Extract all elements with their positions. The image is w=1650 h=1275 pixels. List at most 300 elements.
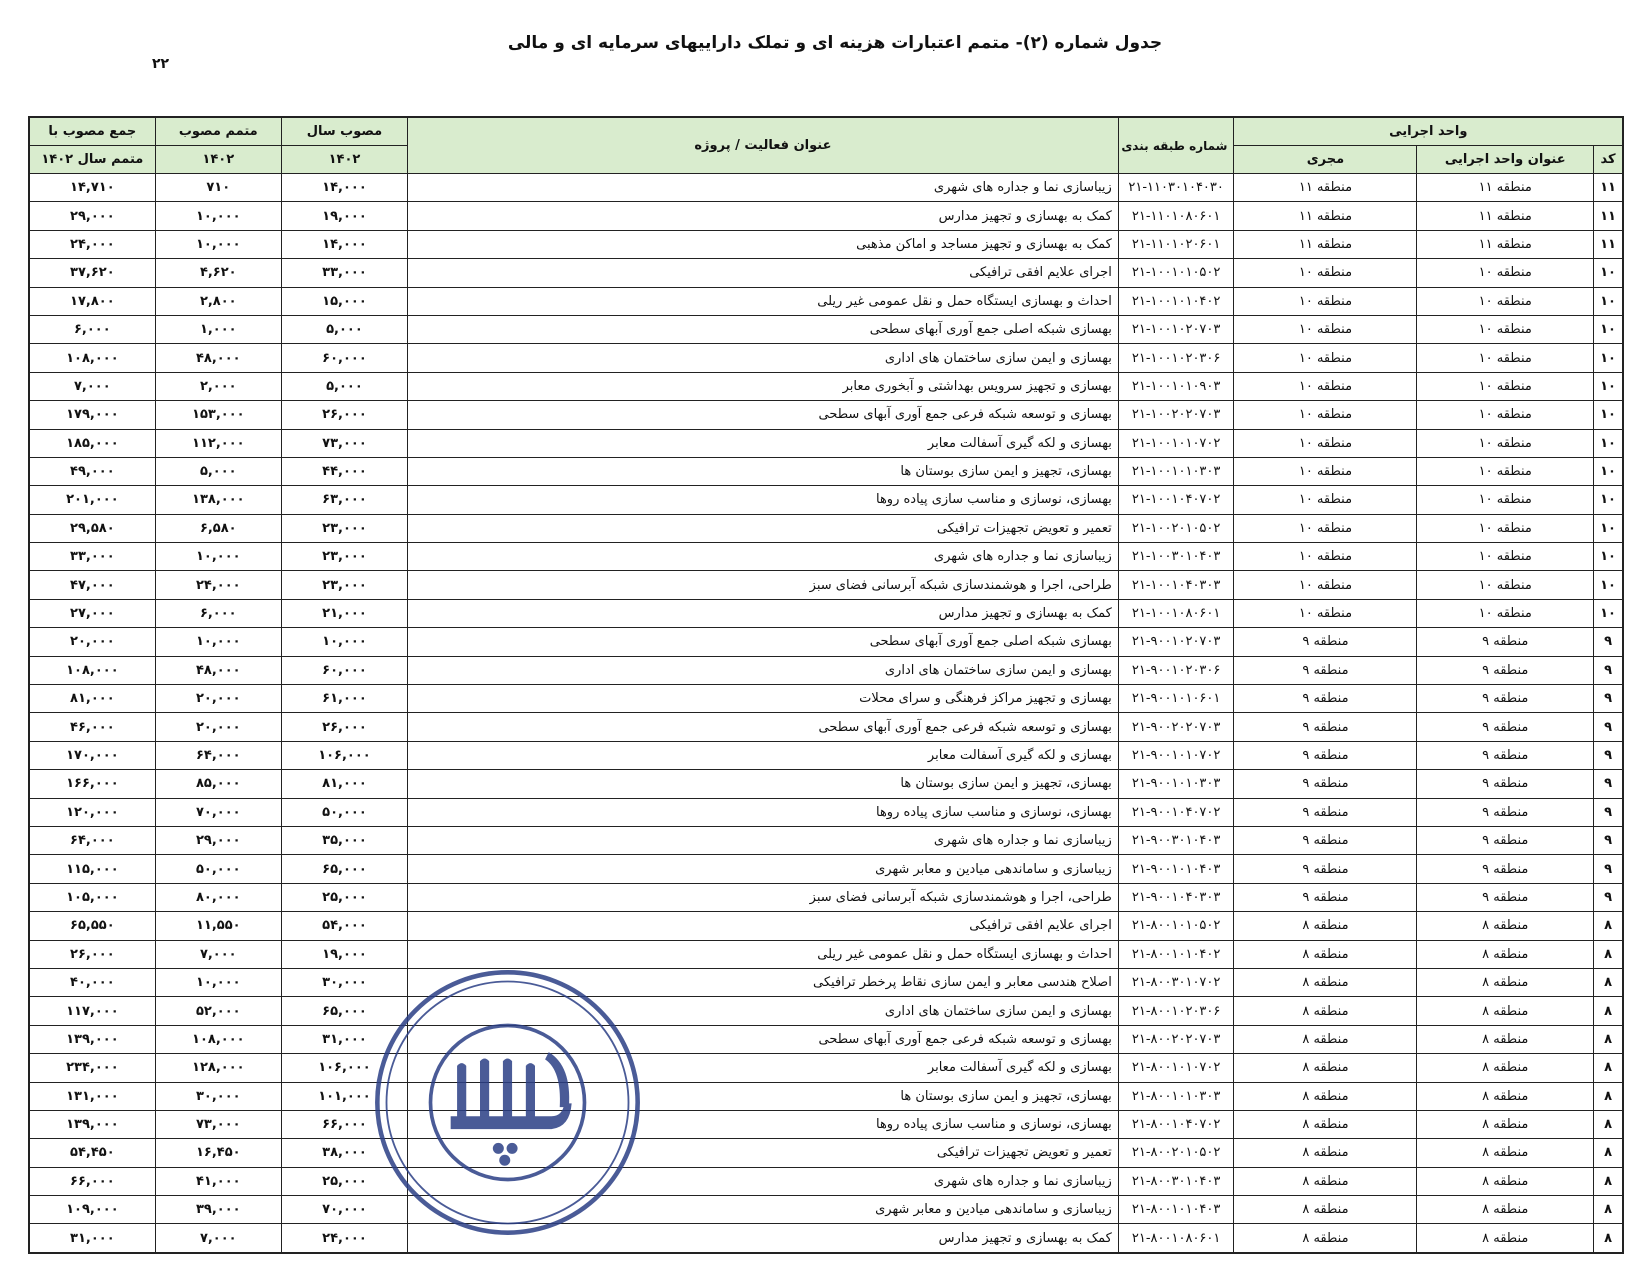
row-total-amount: ۱۳۱,۰۰۰ [29, 1082, 155, 1110]
header-total: جمع مصوب با [29, 117, 155, 146]
row-classification: ۲۱-۸۰۰۱۰۱۰۳۰۳ [1118, 1082, 1234, 1110]
row-project-title: بهسازی شبکه اصلی جمع آوری آبهای سطحی [408, 315, 1119, 343]
row-approved-amount: ۶۱,۰۰۰ [281, 685, 407, 713]
row-classification: ۲۱-۸۰۰۱۰۴۰۷۰۲ [1118, 1110, 1234, 1138]
row-total-amount: ۴۹,۰۰۰ [29, 457, 155, 485]
row-approved-amount: ۱۰,۰۰۰ [281, 628, 407, 656]
row-project-title: بهسازی و لکه گیری آسفالت معابر [408, 741, 1119, 769]
row-supplement-amount: ۲۴,۰۰۰ [155, 571, 281, 599]
row-project-title: طراحی، اجرا و هوشمندسازی شبکه آبرسانی فضای سبز [408, 883, 1119, 911]
row-classification: ۲۱-۸۰۰۲۰۱۰۵۰۲ [1118, 1139, 1234, 1167]
row-total-amount: ۶۴,۰۰۰ [29, 826, 155, 854]
table-row [29, 174, 1623, 202]
row-approved-amount: ۲۶,۰۰۰ [281, 713, 407, 741]
row-executor: منطقه ۱۰ [1234, 514, 1417, 542]
header-executor: مجری [1234, 146, 1417, 174]
row-executor: منطقه ۱۰ [1234, 401, 1417, 429]
table-row [29, 287, 1623, 315]
row-supplement-amount: ۳۹,۰۰۰ [155, 1196, 281, 1224]
row-supplement-amount: ۴۸,۰۰۰ [155, 656, 281, 684]
table-row [29, 940, 1623, 968]
row-total-amount: ۱۷,۸۰۰ [29, 287, 155, 315]
row-code: ۱۱ [1594, 230, 1623, 258]
row-project-title: بهسازی، نوسازی و مناسب سازی پیاده روها [408, 798, 1119, 826]
table-row [29, 344, 1623, 372]
row-classification: ۲۱-۱۰۰۱۰۴۰۳۰۳ [1118, 571, 1234, 599]
row-classification: ۲۱-۸۰۰۱۰۲۰۳۰۶ [1118, 997, 1234, 1025]
row-code: ۸ [1594, 1054, 1623, 1082]
row-project-title: بهسازی و توسعه شبکه فرعی جمع آوری آبهای سطحی [408, 401, 1119, 429]
row-project-title: کمک به بهسازی و تجهیز مساجد و اماکن مذهبی [408, 230, 1119, 258]
row-approved-amount: ۲۴,۰۰۰ [281, 1224, 407, 1253]
header-approved-year-sub: ۱۴۰۲ [281, 146, 407, 174]
row-executor: منطقه ۸ [1234, 1025, 1417, 1053]
row-project-title: بهسازی، نوسازی و مناسب سازی پیاده روها [408, 486, 1119, 514]
table-row [29, 401, 1623, 429]
row-supplement-amount: ۲,۰۰۰ [155, 372, 281, 400]
row-supplement-amount: ۱۰,۰۰۰ [155, 628, 281, 656]
table-row [29, 1167, 1623, 1195]
row-executor: منطقه ۱۱ [1234, 174, 1417, 202]
row-approved-amount: ۳۳,۰۰۰ [281, 259, 407, 287]
row-code: ۹ [1594, 713, 1623, 741]
row-approved-amount: ۳۰,۰۰۰ [281, 968, 407, 996]
table-row [29, 1110, 1623, 1138]
row-supplement-amount: ۸۵,۰۰۰ [155, 770, 281, 798]
row-project-title: کمک به بهسازی و تجهیز مدارس [408, 599, 1119, 627]
row-unit-title: منطقه ۸ [1417, 1196, 1594, 1224]
row-supplement-amount: ۴۱,۰۰۰ [155, 1167, 281, 1195]
row-supplement-amount: ۱۰,۰۰۰ [155, 543, 281, 571]
row-total-amount: ۳۷,۶۲۰ [29, 259, 155, 287]
row-project-title: تعمیر و تعویض تجهیزات ترافیکی [408, 514, 1119, 542]
row-code: ۸ [1594, 1139, 1623, 1167]
row-total-amount: ۲۹,۰۰۰ [29, 202, 155, 230]
row-executor: منطقه ۹ [1234, 798, 1417, 826]
row-project-title: بهسازی، تجهیز و ایمن سازی بوستان ها [408, 457, 1119, 485]
row-unit-title: منطقه ۱۰ [1417, 457, 1594, 485]
row-supplement-amount: ۶,۰۰۰ [155, 599, 281, 627]
row-total-amount: ۷,۰۰۰ [29, 372, 155, 400]
row-unit-title: منطقه ۱۰ [1417, 543, 1594, 571]
row-total-amount: ۱۳۹,۰۰۰ [29, 1025, 155, 1053]
row-unit-title: منطقه ۹ [1417, 656, 1594, 684]
row-supplement-amount: ۲۹,۰۰۰ [155, 826, 281, 854]
table-row [29, 968, 1623, 996]
row-code: ۱۰ [1594, 259, 1623, 287]
row-total-amount: ۳۱,۰۰۰ [29, 1224, 155, 1253]
row-approved-amount: ۱۴,۰۰۰ [281, 230, 407, 258]
table-row [29, 571, 1623, 599]
table-row [29, 457, 1623, 485]
row-approved-amount: ۱۴,۰۰۰ [281, 174, 407, 202]
row-executor: منطقه ۹ [1234, 826, 1417, 854]
row-total-amount: ۳۳,۰۰۰ [29, 543, 155, 571]
row-code: ۸ [1594, 1167, 1623, 1195]
row-unit-title: منطقه ۹ [1417, 770, 1594, 798]
table-row [29, 1196, 1623, 1224]
row-unit-title: منطقه ۹ [1417, 741, 1594, 769]
row-total-amount: ۱۰۵,۰۰۰ [29, 883, 155, 911]
row-code: ۱۰ [1594, 401, 1623, 429]
row-project-title: بهسازی و لکه گیری آسفالت معابر [408, 429, 1119, 457]
row-project-title: بهسازی و توسعه شبکه فرعی جمع آوری آبهای سطحی [408, 1025, 1119, 1053]
table-row [29, 486, 1623, 514]
row-code: ۸ [1594, 1110, 1623, 1138]
row-approved-amount: ۲۳,۰۰۰ [281, 514, 407, 542]
row-approved-amount: ۲۱,۰۰۰ [281, 599, 407, 627]
row-project-title: بهسازی و ایمن سازی ساختمان های اداری [408, 997, 1119, 1025]
row-classification: ۲۱-۱۱۰۱۰۸۰۶۰۱ [1118, 202, 1234, 230]
row-classification: ۲۱-۱۰۰۱۰۱۰۳۰۳ [1118, 457, 1234, 485]
row-total-amount: ۱۳۹,۰۰۰ [29, 1110, 155, 1138]
row-approved-amount: ۸۱,۰۰۰ [281, 770, 407, 798]
row-classification: ۲۱-۹۰۰۱۰۴۰۷۰۲ [1118, 798, 1234, 826]
row-code: ۹ [1594, 883, 1623, 911]
row-project-title: طراحی، اجرا و هوشمندسازی شبکه آبرسانی فضای سبز [408, 571, 1119, 599]
row-total-amount: ۶۶,۰۰۰ [29, 1167, 155, 1195]
row-supplement-amount: ۱۰,۰۰۰ [155, 230, 281, 258]
row-supplement-amount: ۵,۰۰۰ [155, 457, 281, 485]
row-classification: ۲۱-۸۰۰۱۰۱۰۵۰۲ [1118, 912, 1234, 940]
row-classification: ۲۱-۱۰۰۱۰۲۰۷۰۳ [1118, 315, 1234, 343]
row-unit-title: منطقه ۱۰ [1417, 571, 1594, 599]
row-unit-title: منطقه ۹ [1417, 628, 1594, 656]
row-executor: منطقه ۹ [1234, 713, 1417, 741]
row-approved-amount: ۱۰۶,۰۰۰ [281, 741, 407, 769]
row-code: ۱۰ [1594, 344, 1623, 372]
row-approved-amount: ۱۵,۰۰۰ [281, 287, 407, 315]
row-supplement-amount: ۷۱۰ [155, 174, 281, 202]
row-classification: ۲۱-۹۰۰۱۰۱۰۶۰۱ [1118, 685, 1234, 713]
table-row [29, 230, 1623, 258]
row-total-amount: ۱۱۵,۰۰۰ [29, 855, 155, 883]
table-row [29, 656, 1623, 684]
row-project-title: اصلاح هندسی معابر و ایمن سازی نقاط پرخطر ترافیکی [408, 968, 1119, 996]
row-approved-amount: ۲۵,۰۰۰ [281, 883, 407, 911]
row-supplement-amount: ۶۴,۰۰۰ [155, 741, 281, 769]
row-unit-title: منطقه ۹ [1417, 685, 1594, 713]
row-project-title: کمک به بهسازی و تجهیز مدارس [408, 202, 1119, 230]
row-total-amount: ۱۰۹,۰۰۰ [29, 1196, 155, 1224]
row-supplement-amount: ۷۰,۰۰۰ [155, 798, 281, 826]
row-project-title: بهسازی شبکه اصلی جمع آوری آبهای سطحی [408, 628, 1119, 656]
row-approved-amount: ۲۳,۰۰۰ [281, 543, 407, 571]
row-classification: ۲۱-۱۱۰۳۰۱۰۴۰۳۰ [1118, 174, 1234, 202]
table-row [29, 798, 1623, 826]
row-executor: منطقه ۹ [1234, 628, 1417, 656]
row-project-title: زیباسازی و ساماندهی میادین و معابر شهری [408, 1196, 1119, 1224]
row-approved-amount: ۳۸,۰۰۰ [281, 1139, 407, 1167]
row-supplement-amount: ۴,۶۲۰ [155, 259, 281, 287]
row-classification: ۲۱-۸۰۰۱۰۱۰۷۰۲ [1118, 1054, 1234, 1082]
row-project-title: بهسازی و لکه گیری آسفالت معابر [408, 1054, 1119, 1082]
row-total-amount: ۱۰۸,۰۰۰ [29, 344, 155, 372]
row-approved-amount: ۲۳,۰۰۰ [281, 571, 407, 599]
row-project-title: احداث و بهسازی ایستگاه حمل و نقل عمومی غیر ریلی [408, 940, 1119, 968]
row-code: ۹ [1594, 685, 1623, 713]
row-unit-title: منطقه ۱۱ [1417, 202, 1594, 230]
row-code: ۱۰ [1594, 372, 1623, 400]
header-approved-year: مصوب سال [281, 117, 407, 146]
row-project-title: بهسازی، تجهیز و ایمن سازی بوستان ها [408, 770, 1119, 798]
row-total-amount: ۸۱,۰۰۰ [29, 685, 155, 713]
row-classification: ۲۱-۹۰۰۳۰۱۰۴۰۳ [1118, 826, 1234, 854]
row-code: ۹ [1594, 741, 1623, 769]
row-total-amount: ۲۷,۰۰۰ [29, 599, 155, 627]
row-unit-title: منطقه ۱۰ [1417, 344, 1594, 372]
row-unit-title: منطقه ۱۰ [1417, 287, 1594, 315]
row-approved-amount: ۲۶,۰۰۰ [281, 401, 407, 429]
table-row [29, 1082, 1623, 1110]
row-unit-title: منطقه ۱۱ [1417, 230, 1594, 258]
row-project-title: بهسازی و تجهیز مراکز فرهنگی و سرای محلات [408, 685, 1119, 713]
row-code: ۱۰ [1594, 599, 1623, 627]
row-executor: منطقه ۱۰ [1234, 287, 1417, 315]
row-classification: ۲۱-۱۰۰۱۰۱۰۹۰۳ [1118, 372, 1234, 400]
row-project-title: بهسازی و تجهیز سرویس بهداشتی و آبخوری معابر [408, 372, 1119, 400]
row-approved-amount: ۱۹,۰۰۰ [281, 940, 407, 968]
row-classification: ۲۱-۹۰۰۱۰۲۰۷۰۳ [1118, 628, 1234, 656]
row-project-title: بهسازی و ایمن سازی ساختمان های اداری [408, 656, 1119, 684]
row-total-amount: ۶,۰۰۰ [29, 315, 155, 343]
row-total-amount: ۱۶۶,۰۰۰ [29, 770, 155, 798]
row-classification: ۲۱-۹۰۰۲۰۲۰۷۰۳ [1118, 713, 1234, 741]
table-row [29, 315, 1623, 343]
row-project-title: بهسازی و ایمن سازی ساختمان های اداری [408, 344, 1119, 372]
table-row [29, 770, 1623, 798]
table-row [29, 855, 1623, 883]
row-supplement-amount: ۲۰,۰۰۰ [155, 685, 281, 713]
row-code: ۹ [1594, 656, 1623, 684]
table-row [29, 741, 1623, 769]
row-total-amount: ۱۰۸,۰۰۰ [29, 656, 155, 684]
row-unit-title: منطقه ۹ [1417, 826, 1594, 854]
row-unit-title: منطقه ۱۰ [1417, 259, 1594, 287]
table-row [29, 372, 1623, 400]
header-total-sub: متمم سال ۱۴۰۲ [29, 146, 155, 174]
row-unit-title: منطقه ۱۱ [1417, 174, 1594, 202]
table-header [29, 117, 1623, 174]
table-row [29, 1025, 1623, 1053]
header-code: کد [1594, 146, 1623, 174]
row-approved-amount: ۷۳,۰۰۰ [281, 429, 407, 457]
row-unit-title: منطقه ۸ [1417, 1139, 1594, 1167]
row-supplement-amount: ۱۳۸,۰۰۰ [155, 486, 281, 514]
row-approved-amount: ۶۰,۰۰۰ [281, 656, 407, 684]
row-executor: منطقه ۸ [1234, 940, 1417, 968]
row-classification: ۲۱-۱۰۰۱۰۱۰۵۰۲ [1118, 259, 1234, 287]
row-executor: منطقه ۹ [1234, 656, 1417, 684]
row-executor: منطقه ۱۱ [1234, 230, 1417, 258]
row-classification: ۲۱-۱۱۰۱۰۲۰۶۰۱ [1118, 230, 1234, 258]
row-supplement-amount: ۱,۰۰۰ [155, 315, 281, 343]
row-executor: منطقه ۹ [1234, 883, 1417, 911]
row-supplement-amount: ۲,۸۰۰ [155, 287, 281, 315]
row-classification: ۲۱-۹۰۰۱۰۱۰۳۰۳ [1118, 770, 1234, 798]
row-code: ۱۰ [1594, 315, 1623, 343]
row-executor: منطقه ۱۰ [1234, 457, 1417, 485]
row-classification: ۲۱-۸۰۰۱۰۸۰۶۰۱ [1118, 1224, 1234, 1253]
row-unit-title: منطقه ۸ [1417, 1224, 1594, 1253]
row-executor: منطقه ۸ [1234, 1110, 1417, 1138]
table-row [29, 202, 1623, 230]
row-approved-amount: ۴۴,۰۰۰ [281, 457, 407, 485]
header-project: عنوان فعالیت / پروژه [408, 117, 1119, 174]
row-executor: منطقه ۱۰ [1234, 543, 1417, 571]
page-number: ۲۲ [152, 56, 170, 72]
table-row [29, 1139, 1623, 1167]
row-supplement-amount: ۲۰,۰۰۰ [155, 713, 281, 741]
row-project-title: زیباسازی و ساماندهی میادین و معابر شهری [408, 855, 1119, 883]
row-approved-amount: ۳۵,۰۰۰ [281, 826, 407, 854]
row-project-title: زیباسازی نما و جداره های شهری [408, 826, 1119, 854]
row-classification: ۲۱-۹۰۰۱۰۲۰۳۰۶ [1118, 656, 1234, 684]
row-approved-amount: ۲۵,۰۰۰ [281, 1167, 407, 1195]
table-row [29, 997, 1623, 1025]
row-approved-amount: ۳۱,۰۰۰ [281, 1025, 407, 1053]
row-total-amount: ۵۴,۴۵۰ [29, 1139, 155, 1167]
row-classification: ۲۱-۹۰۰۱۰۱۰۷۰۲ [1118, 741, 1234, 769]
table-body [29, 174, 1623, 1253]
row-approved-amount: ۱۰۶,۰۰۰ [281, 1054, 407, 1082]
row-supplement-amount: ۵۲,۰۰۰ [155, 997, 281, 1025]
row-approved-amount: ۷۰,۰۰۰ [281, 1196, 407, 1224]
row-classification: ۲۱-۸۰۰۲۰۲۰۷۰۳ [1118, 1025, 1234, 1053]
row-classification: ۲۱-۱۰۰۲۰۱۰۵۰۲ [1118, 514, 1234, 542]
row-approved-amount: ۶۶,۰۰۰ [281, 1110, 407, 1138]
row-unit-title: منطقه ۱۰ [1417, 401, 1594, 429]
row-supplement-amount: ۶,۵۸۰ [155, 514, 281, 542]
row-executor: منطقه ۱۰ [1234, 429, 1417, 457]
page-title: جدول شماره (۲)- متمم اعتبارات هزینه ای و تملک داراییهای سرمایه ای و مالی [507, 33, 1163, 53]
table-row [29, 826, 1623, 854]
row-supplement-amount: ۱۱,۵۵۰ [155, 912, 281, 940]
row-classification: ۲۱-۸۰۰۱۰۱۰۴۰۳ [1118, 1196, 1234, 1224]
row-approved-amount: ۶۵,۰۰۰ [281, 855, 407, 883]
row-approved-amount: ۱۹,۰۰۰ [281, 202, 407, 230]
row-unit-title: منطقه ۸ [1417, 1110, 1594, 1138]
row-project-title: زیباسازی نما و جداره های شهری [408, 174, 1119, 202]
row-project-title: اجرای علایم افقی ترافیکی [408, 259, 1119, 287]
row-unit-title: منطقه ۱۰ [1417, 315, 1594, 343]
row-total-amount: ۱۲۰,۰۰۰ [29, 798, 155, 826]
row-code: ۸ [1594, 1224, 1623, 1253]
table-row [29, 514, 1623, 542]
table-row [29, 429, 1623, 457]
row-unit-title: منطقه ۱۰ [1417, 372, 1594, 400]
row-executor: منطقه ۱۰ [1234, 486, 1417, 514]
table-row [29, 1224, 1623, 1253]
table-row [29, 685, 1623, 713]
row-classification: ۲۱-۱۰۰۲۰۲۰۷۰۳ [1118, 401, 1234, 429]
row-approved-amount: ۶۰,۰۰۰ [281, 344, 407, 372]
row-executor: منطقه ۱۰ [1234, 344, 1417, 372]
row-code: ۱۱ [1594, 202, 1623, 230]
row-approved-amount: ۵۴,۰۰۰ [281, 912, 407, 940]
row-code: ۱۰ [1594, 514, 1623, 542]
budget-table [28, 116, 1624, 1254]
row-classification: ۲۱-۸۰۰۱۰۱۰۴۰۲ [1118, 940, 1234, 968]
table-row [29, 628, 1623, 656]
row-supplement-amount: ۸۰,۰۰۰ [155, 883, 281, 911]
row-executor: منطقه ۹ [1234, 685, 1417, 713]
row-total-amount: ۲۰۱,۰۰۰ [29, 486, 155, 514]
row-executor: منطقه ۱۰ [1234, 315, 1417, 343]
row-project-title: اجرای علایم افقی ترافیکی [408, 912, 1119, 940]
row-supplement-amount: ۷,۰۰۰ [155, 1224, 281, 1253]
row-classification: ۲۱-۱۰۰۱۰۴۰۷۰۲ [1118, 486, 1234, 514]
row-code: ۹ [1594, 798, 1623, 826]
council-seal-stamp [370, 965, 645, 1240]
row-total-amount: ۱۱۷,۰۰۰ [29, 997, 155, 1025]
row-classification: ۲۱-۸۰۰۳۰۱۰۴۰۳ [1118, 1167, 1234, 1195]
row-supplement-amount: ۱۲۸,۰۰۰ [155, 1054, 281, 1082]
header-classification: شماره طبقه بندی [1118, 117, 1234, 174]
row-supplement-amount: ۵۰,۰۰۰ [155, 855, 281, 883]
row-supplement-amount: ۱۰,۰۰۰ [155, 202, 281, 230]
row-executor: منطقه ۸ [1234, 968, 1417, 996]
row-code: ۹ [1594, 770, 1623, 798]
row-executor: منطقه ۱۰ [1234, 571, 1417, 599]
row-total-amount: ۱۷۰,۰۰۰ [29, 741, 155, 769]
row-unit-title: منطقه ۱۰ [1417, 429, 1594, 457]
row-unit-title: منطقه ۸ [1417, 1167, 1594, 1195]
row-code: ۱۱ [1594, 174, 1623, 202]
row-executor: منطقه ۹ [1234, 855, 1417, 883]
row-unit-title: منطقه ۸ [1417, 1082, 1594, 1110]
table-row [29, 1054, 1623, 1082]
row-classification: ۲۱-۱۰۰۳۰۱۰۴۰۳ [1118, 543, 1234, 571]
row-code: ۱۰ [1594, 543, 1623, 571]
row-code: ۸ [1594, 997, 1623, 1025]
row-code: ۹ [1594, 628, 1623, 656]
row-executor: منطقه ۹ [1234, 770, 1417, 798]
row-project-title: بهسازی، نوسازی و مناسب سازی پیاده روها [408, 1110, 1119, 1138]
row-total-amount: ۲۳۴,۰۰۰ [29, 1054, 155, 1082]
row-classification: ۲۱-۱۰۰۱۰۱۰۴۰۲ [1118, 287, 1234, 315]
row-approved-amount: ۶۵,۰۰۰ [281, 997, 407, 1025]
row-unit-title: منطقه ۱۰ [1417, 599, 1594, 627]
row-supplement-amount: ۴۸,۰۰۰ [155, 344, 281, 372]
row-code: ۸ [1594, 1196, 1623, 1224]
row-total-amount: ۴۷,۰۰۰ [29, 571, 155, 599]
row-supplement-amount: ۱۰۸,۰۰۰ [155, 1025, 281, 1053]
row-project-title: کمک به بهسازی و تجهیز مدارس [408, 1224, 1119, 1253]
row-total-amount: ۱۴,۷۱۰ [29, 174, 155, 202]
header-executive-unit: واحد اجرایی [1234, 117, 1623, 146]
row-executor: منطقه ۸ [1234, 1224, 1417, 1253]
row-project-title: بهسازی، تجهیز و ایمن سازی بوستان ها [408, 1082, 1119, 1110]
row-unit-title: منطقه ۹ [1417, 798, 1594, 826]
row-executor: منطقه ۸ [1234, 1139, 1417, 1167]
row-unit-title: منطقه ۸ [1417, 940, 1594, 968]
row-supplement-amount: ۷,۰۰۰ [155, 940, 281, 968]
header-supplement: متمم مصوب [155, 117, 281, 146]
row-code: ۱۰ [1594, 429, 1623, 457]
row-unit-title: منطقه ۹ [1417, 855, 1594, 883]
row-total-amount: ۴۶,۰۰۰ [29, 713, 155, 741]
row-approved-amount: ۵,۰۰۰ [281, 372, 407, 400]
row-total-amount: ۶۵,۵۵۰ [29, 912, 155, 940]
row-unit-title: منطقه ۹ [1417, 883, 1594, 911]
row-supplement-amount: ۱۶,۴۵۰ [155, 1139, 281, 1167]
row-unit-title: منطقه ۸ [1417, 1025, 1594, 1053]
table-row [29, 713, 1623, 741]
row-code: ۱۰ [1594, 486, 1623, 514]
row-code: ۸ [1594, 1082, 1623, 1110]
row-approved-amount: ۶۳,۰۰۰ [281, 486, 407, 514]
